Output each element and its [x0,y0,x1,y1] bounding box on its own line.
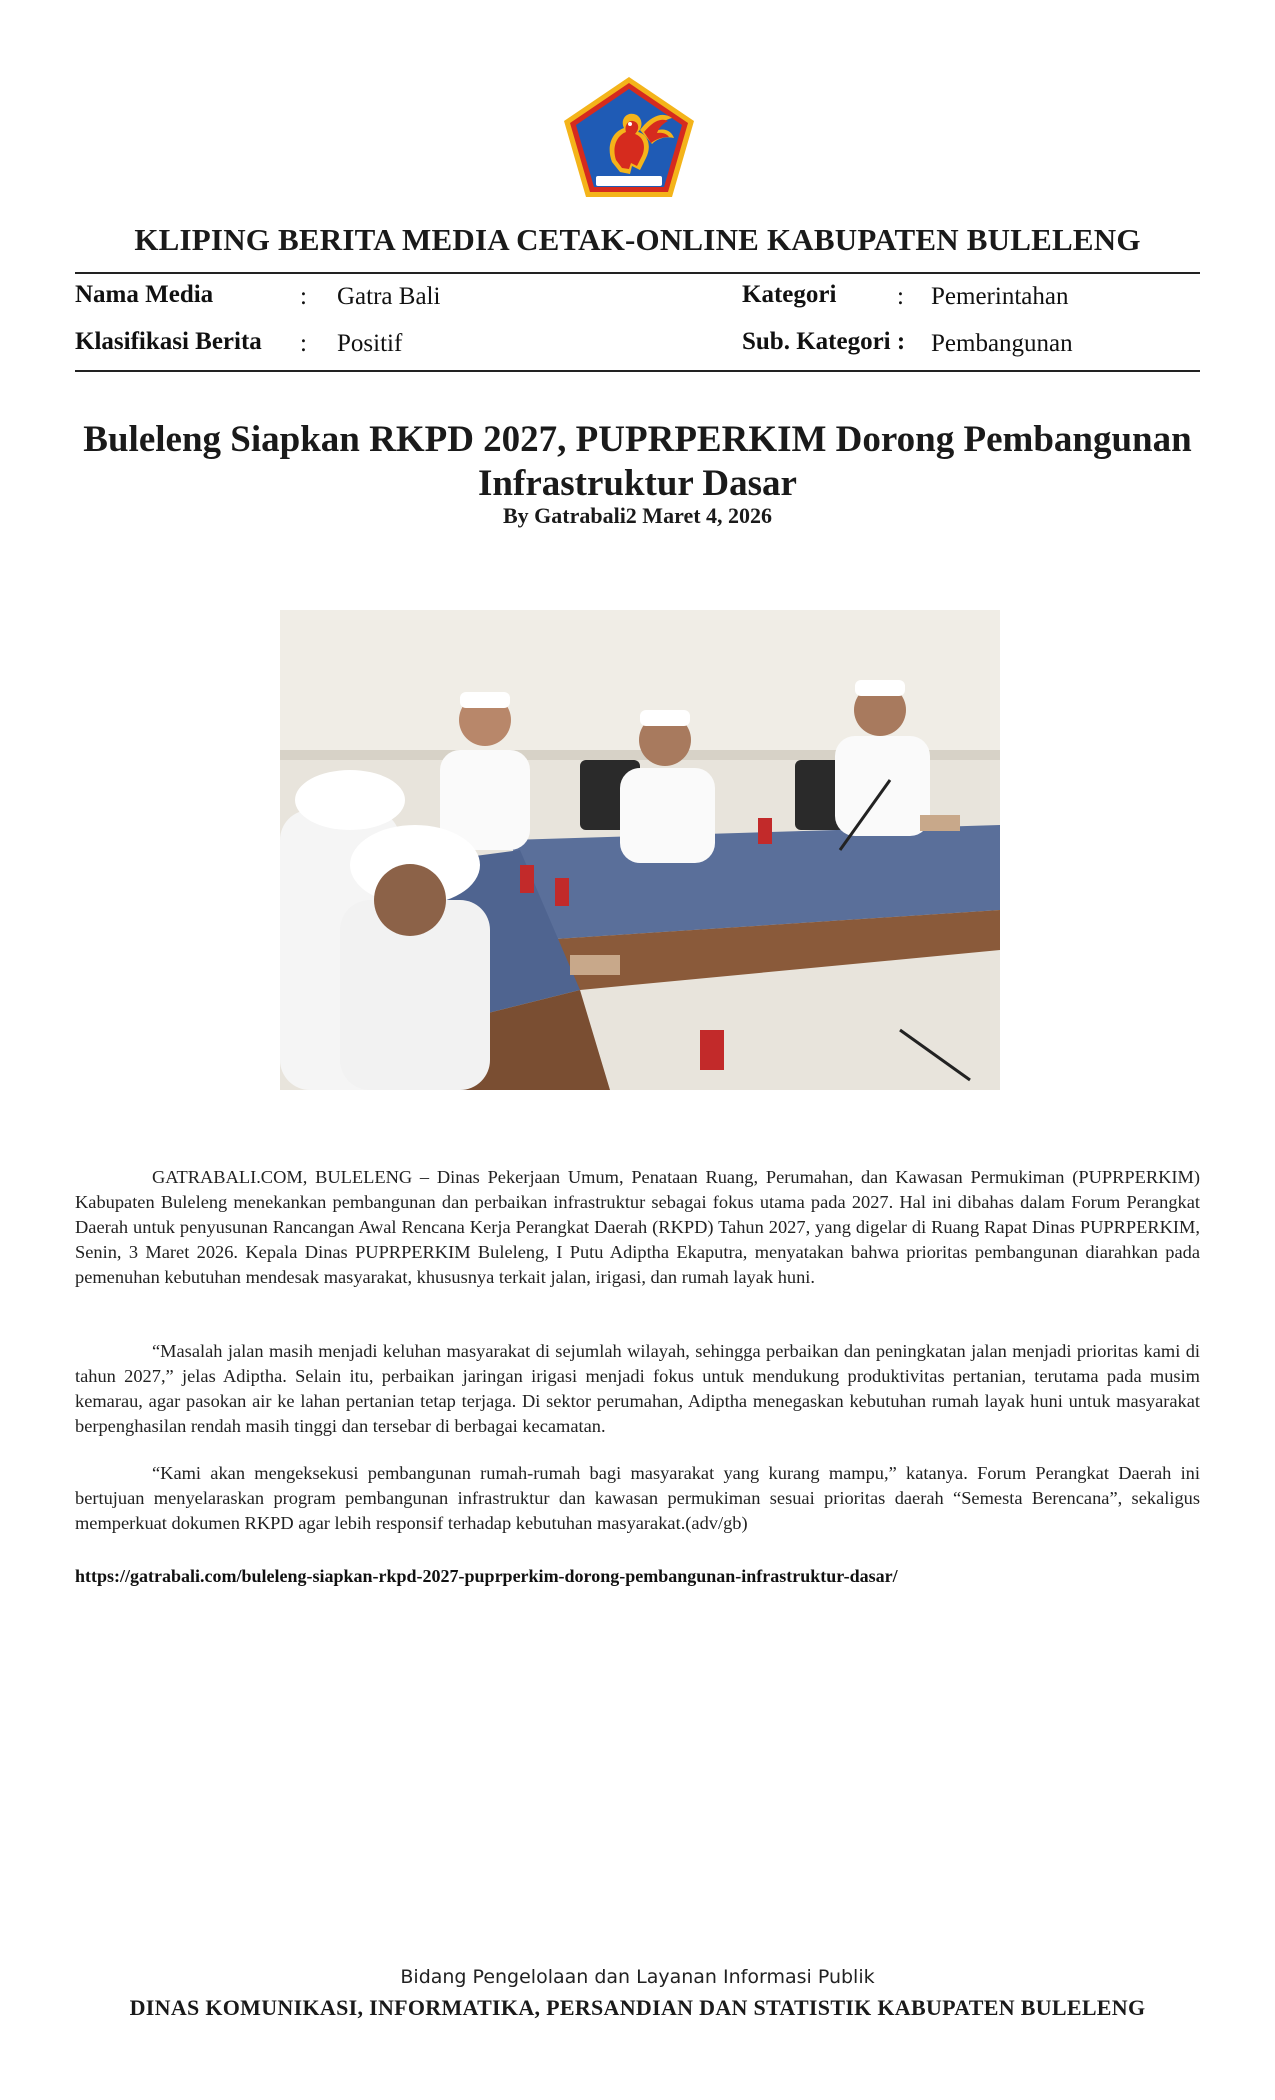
klasifikasi-label: Klasifikasi Berita [75,328,262,355]
kategori-value: Pemerintahan [931,283,1069,310]
article-source-link[interactable]: https://gatrabali.com/buleleng-siapkan-rkpd-2027-puprperkim-dorong-pembangunan-infrastruktur-dasar/ [75,1566,898,1586]
klasifikasi-value: Positif [337,330,403,357]
sub-kategori-value: Pembangunan [931,330,1073,357]
article-headline: Buleleng Siapkan RKPD 2027, PUPRPERKIM Dorong Pembangunan Infrastruktur Dasar [83,419,1192,504]
article-paragraph: “Kami akan mengeksekusi pembangunan rumah-rumah bagi masyarakat yang kurang mampu,” katanya. Forum Perangkat Daerah ini bertujuan menyelaraskan program pembangunan infrastruktur dan kawasan permukiman sesuai prioritas daerah “Semesta Berencana”, sekaligus memperkuat dokumen RKPD agar lebih responsif terhadap kebutuhan masyarakat.(adv/gb) [75,1463,1200,1533]
article-paragraph: “Masalah jalan masih menjadi keluhan masyarakat di sejumlah wilayah, sehingga perbaikan dan peningkatan jalan menjadi prioritas kami di tahun 2027,” jelas Adiptha. Selain itu, perbaikan jaringan irigasi menjadi fokus untuk mendukung produktivitas pertanian, terutama pada musim kemarau, agar pasokan air ke lahan pertanian tetap terjaga. Di sektor perumahan, Adiptha menegaskan kebutuhan rumah layak huni untuk masyarakat berpenghasilan rendah masih tinggi dan tersebar di berbagai kecamatan. [75,1341,1200,1436]
footer-agency: DINAS KOMUNIKASI, INFORMATIKA, PERSANDIAN DAN STATISTIK KABUPATEN BULELENG [129,1995,1146,2020]
sub-kategori-label: Sub. Kategori : [742,328,906,355]
header-bottom-rule [75,370,1200,372]
article-photo [280,610,1000,1090]
article-paragraph: GATRABALI.COM, BULELENG – Dinas Pekerjaan Umum, Penataan Ruang, Perumahan, dan Kawasan Permukiman (PUPRPERKIM) Kabupaten Buleleng menekankan pembangunan dan perbaikan infrastruktur sebagai fokus utama pada 2027. Hal ini dibahas dalam Forum Perangkat Daerah untuk penyusunan Rancangan Awal Rencana Kerja Perangkat Daerah (RKPD) Tahun 2027, yang digelar di Ruang Rapat Dinas PUPRPERKIM, Senin, 3 Maret 2026. Kepala Dinas PUPRPERKIM Buleleng, I Putu Adiptha Ekaputra, menyatakan bahwa prioritas pembangunan diarahkan pada pemenuhan kebutuhan mendesak masyarakat, khususnya terkait jalan, irigasi, dan rumah layak huni. [75,1167,1200,1287]
meeting-photo-icon [280,610,1000,1090]
buleleng-logo [560,74,698,200]
nama-media-label: Nama Media [75,281,214,308]
nama-media-separator: : [300,283,307,310]
kategori-label: Kategori [742,281,837,308]
page-title: KLIPING BERITA MEDIA CETAK-ONLINE KABUPATEN BULELENG [134,222,1141,257]
header-top-rule [75,272,1200,274]
footer-department: Bidang Pengelolaan dan Layanan Informasi Publik [400,1966,875,1988]
klasifikasi-separator: : [300,330,307,357]
nama-media-value: Gatra Bali [337,283,441,310]
kategori-separator: : [897,283,904,310]
article-byline: By Gatrabali2 Maret 4, 2026 [502,503,773,528]
buleleng-crest-icon [560,74,698,200]
